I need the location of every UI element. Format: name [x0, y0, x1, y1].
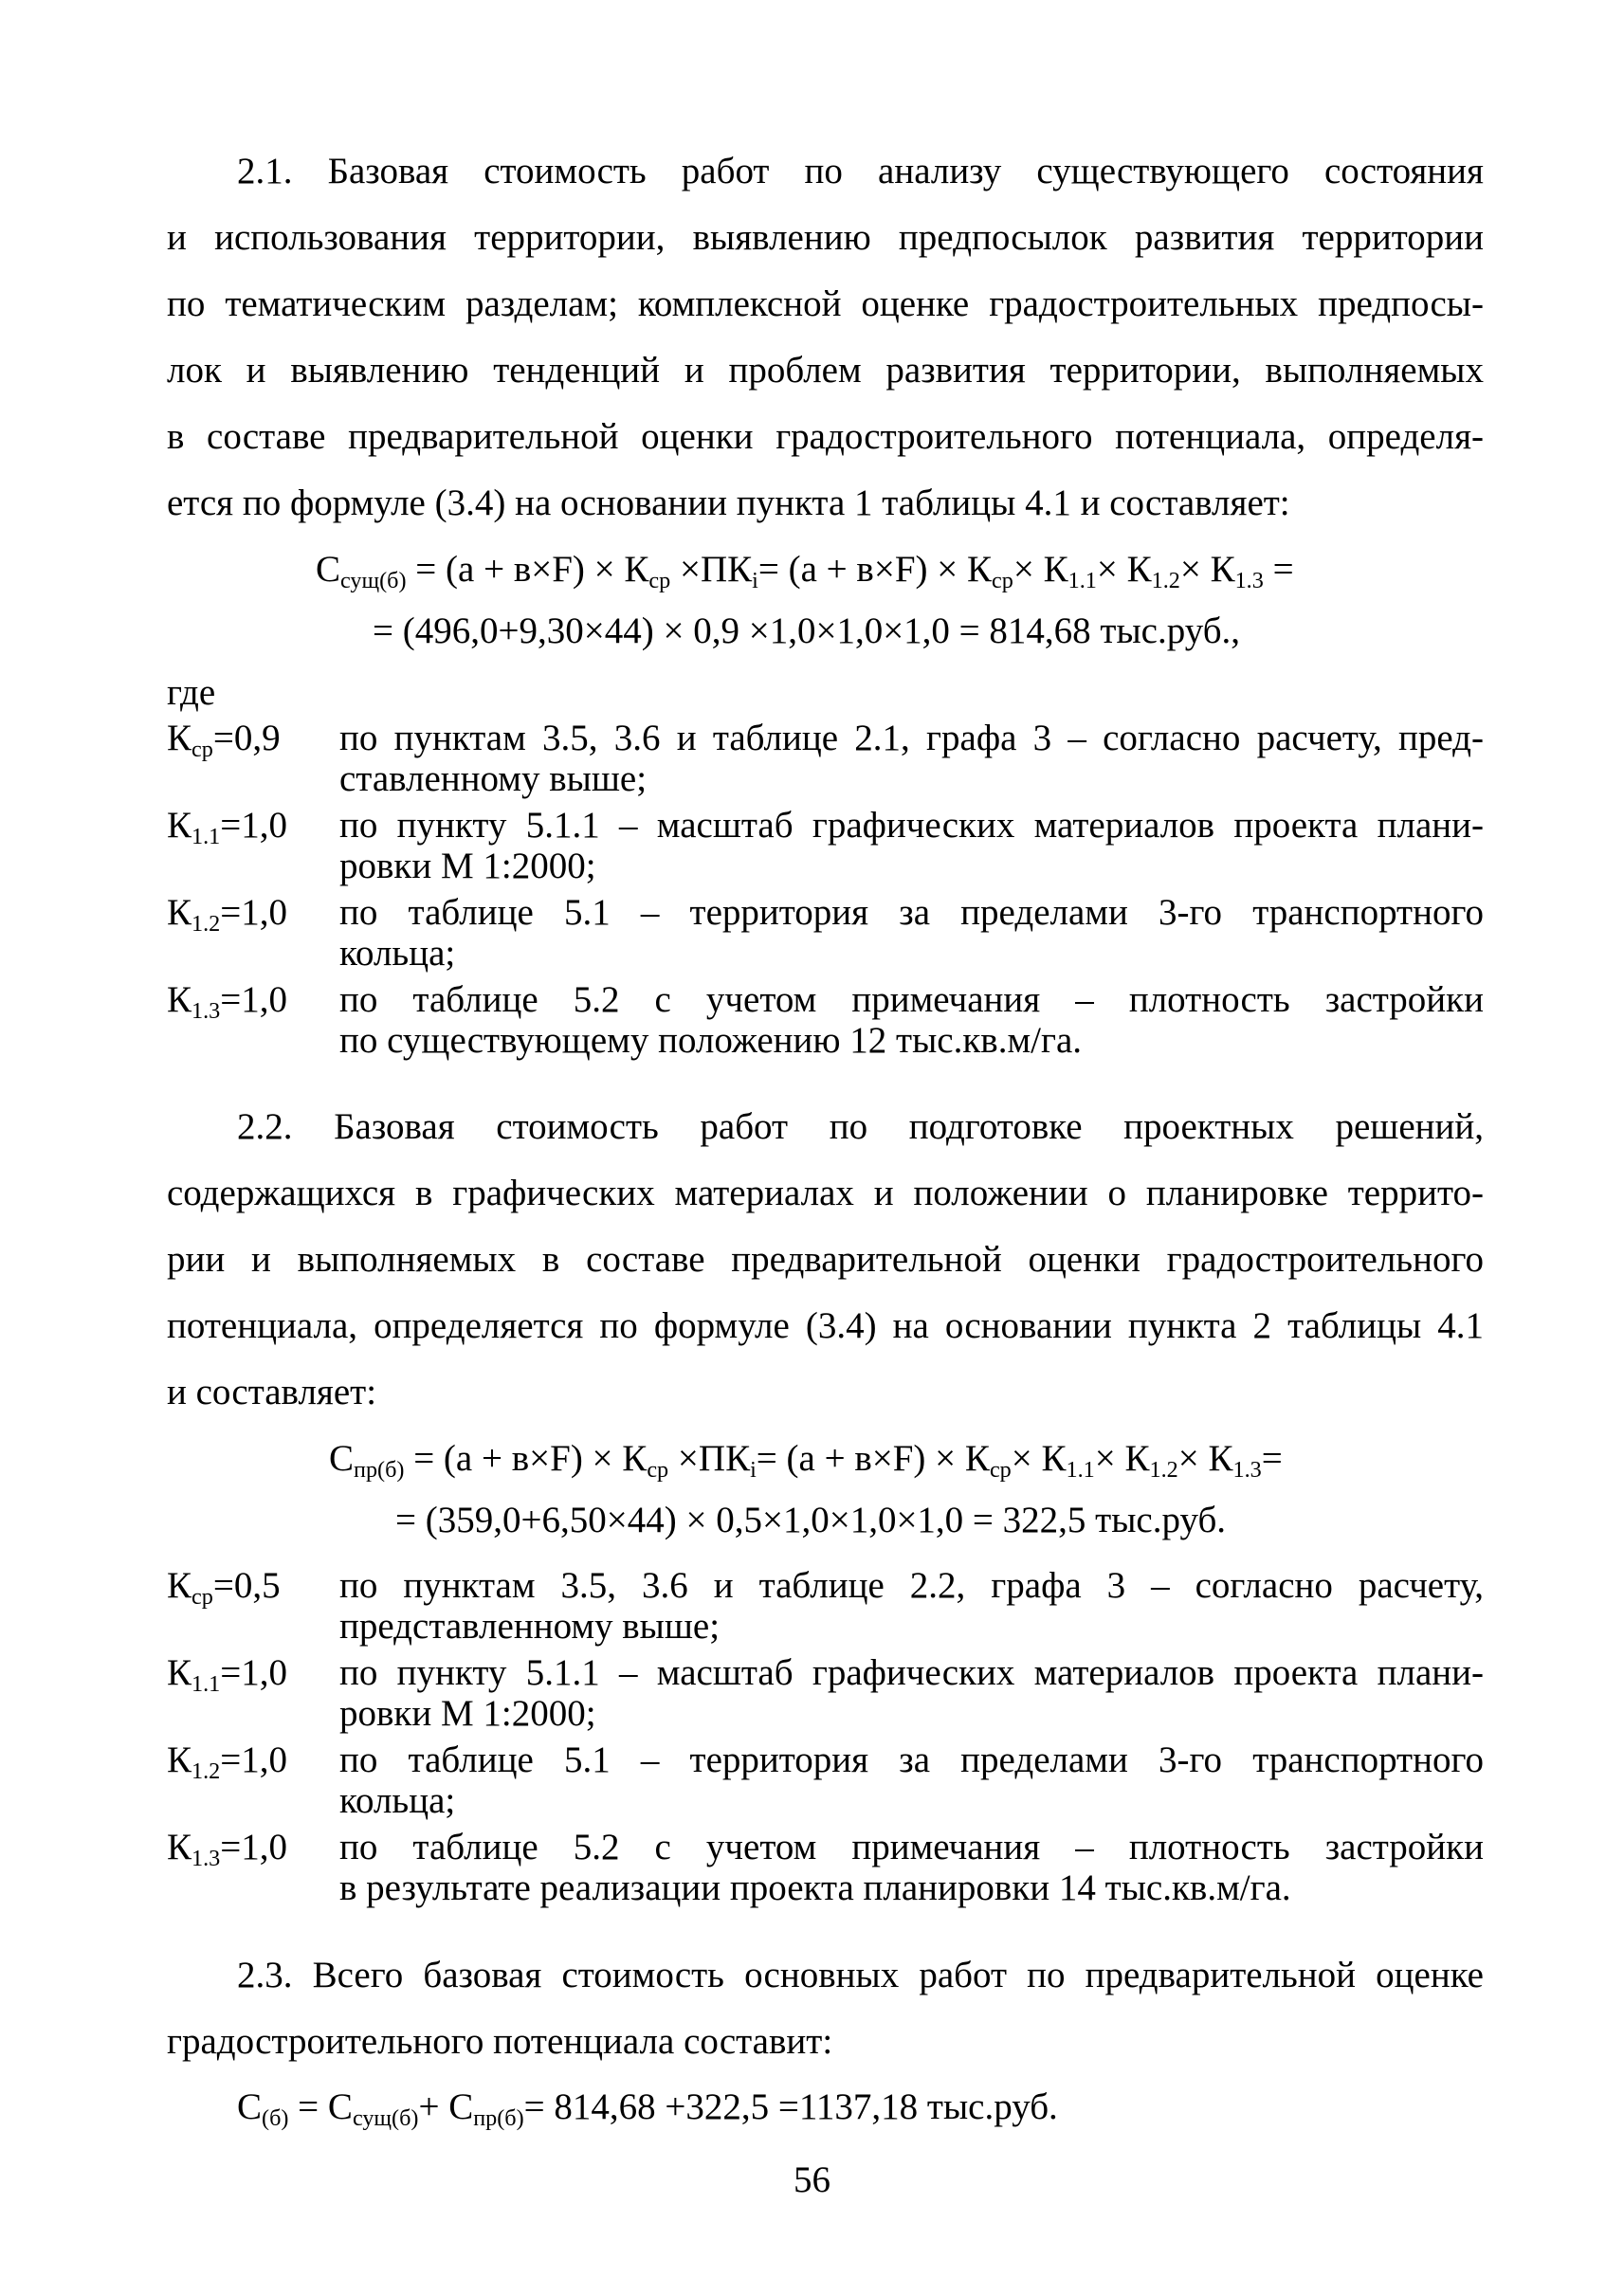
- coef-2-1-k12-description: по таблице 5.1 – территория за пределами 3-го транспортного кольца;: [339, 892, 1484, 974]
- coef-2-2-kcp-description: по пунктам 3.5, 3.6 и таблице 2.2, графа 3 – согласно расчету, представленному выше;: [339, 1565, 1484, 1647]
- coef-2-2-kcp: $К_{ср}=0,5$: [167, 1565, 281, 1610]
- paragraph-2-1-line-5: в составе предварительной оценки градостроительного потенциала, определя-: [167, 416, 1484, 457]
- paragraph-2-1-line-3: по тематическим разделам; комплексной оценке градостроительных предпосы-: [167, 283, 1484, 324]
- paragraph-2-3-line-2: градостроительного потенциала составит:: [167, 2021, 833, 2062]
- formula-2-1-line-2: = (496,0+9,30×44) × 0,9 ×1,0×1,0×1,0 = 814,68 тыс.руб.,: [373, 610, 1241, 651]
- page-number: 56: [794, 2159, 830, 2200]
- coef-2-2-k13: $К_{1.3}=1,0$: [167, 1827, 287, 1871]
- formula-2-2-line-2: = (359,0+6,50×44) × 0,5×1,0×1,0×1,0 = 322,5 тыс.руб.: [395, 1500, 1227, 1540]
- coef-2-1-kcp: $К_{ср}=0,9$: [167, 718, 281, 762]
- paragraph-2-3-line-1: 2.3. Всего базовая стоимость основных работ по предварительной оценке: [237, 1955, 1484, 1995]
- coef-2-1-k11: $К_{1.1}=1,0$: [167, 805, 287, 849]
- where-label: где: [167, 672, 216, 713]
- coef-2-2-k11: $К_{1.1}=1,0$: [167, 1652, 287, 1697]
- paragraph-2-2-line-3: рии и выполняемых в составе предварительной оценки градостроительного: [167, 1239, 1484, 1280]
- paragraph-2-1-line-4: лок и выявлению тенденций и проблем развития территории, выполняемых: [167, 350, 1484, 391]
- coef-2-2-k13-description: по таблице 5.2 с учетом примечания – плотность застройки в результате реализации проекта планировки 14 тыс.кв.м/га.: [339, 1827, 1484, 1908]
- paragraph-2-1-line-6: ется по формуле (3.4) на основании пункта 1 таблицы 4.1 и составляет:: [167, 483, 1290, 523]
- formula-2-1-line-1: $С_{сущ(б)} = (а + в\times F) \times К_{ср} \times ПК_i= (а + в\times F) \times К_{ср}\times К_{1.1}\times К_{1.2}\times К_{1.3}$ =: [316, 549, 1294, 593]
- paragraph-2-2-line-1: 2.2. Базовая стоимость работ по подготовке проектных решений,: [237, 1106, 1484, 1147]
- paragraph-2-1-line-2: и использования территории, выявлению предпосылок развития территории: [167, 217, 1484, 258]
- coef-2-1-k12: $К_{1.2}=1,0$: [167, 892, 287, 937]
- coef-2-1-k11-description: по пункту 5.1.1 – масштаб графических материалов проекта плани- ровки М 1:2000;: [339, 805, 1484, 886]
- coef-2-1-k13: $К_{1.3}=1,0$: [167, 979, 287, 1024]
- coef-2-1-kcp-description: по пунктам 3.5, 3.6 и таблице 2.1, графа 3 – согласно расчету, пред- ставленному выше;: [339, 718, 1484, 799]
- paragraph-2-1-line-1: 2.1. Базовая стоимость работ по анализу существующего состояния: [237, 151, 1484, 191]
- coef-2-1-k13-description: по таблице 5.2 с учетом примечания – плотность застройки по существующему положению 12 тыс.кв.м/га.: [339, 979, 1484, 1061]
- paragraph-2-2-line-5: и составляет:: [167, 1372, 377, 1412]
- formula-2-3: $С_{(б)} = С_{сущ(б)}+ С_{пр(б)}= 814,68 +322,5 =1137,18$ тыс.руб.: [237, 2086, 1058, 2131]
- coef-2-2-k11-description: по пункту 5.1.1 – масштаб графических материалов проекта плани- ровки М 1:2000;: [339, 1652, 1484, 1734]
- coef-2-2-k12-description: по таблице 5.1 – территория за пределами 3-го транспортного кольца;: [339, 1739, 1484, 1821]
- formula-2-2-line-1: $С_{пр(б)} = (а + в\times F) \times К_{ср} \times ПК_i= (а + в\times F) \times К_{ср}\times К_{1.1}\times К_{1.2}\times К_{1.3}=$: [329, 1438, 1283, 1483]
- paragraph-2-2-line-4: потенциала, определяется по формуле (3.4) на основании пункта 2 таблицы 4.1: [167, 1305, 1484, 1346]
- paragraph-2-2-line-2: содержащихся в графических материалах и положении о планировке террито-: [167, 1173, 1484, 1213]
- coef-2-2-k12: $К_{1.2}=1,0$: [167, 1739, 287, 1784]
